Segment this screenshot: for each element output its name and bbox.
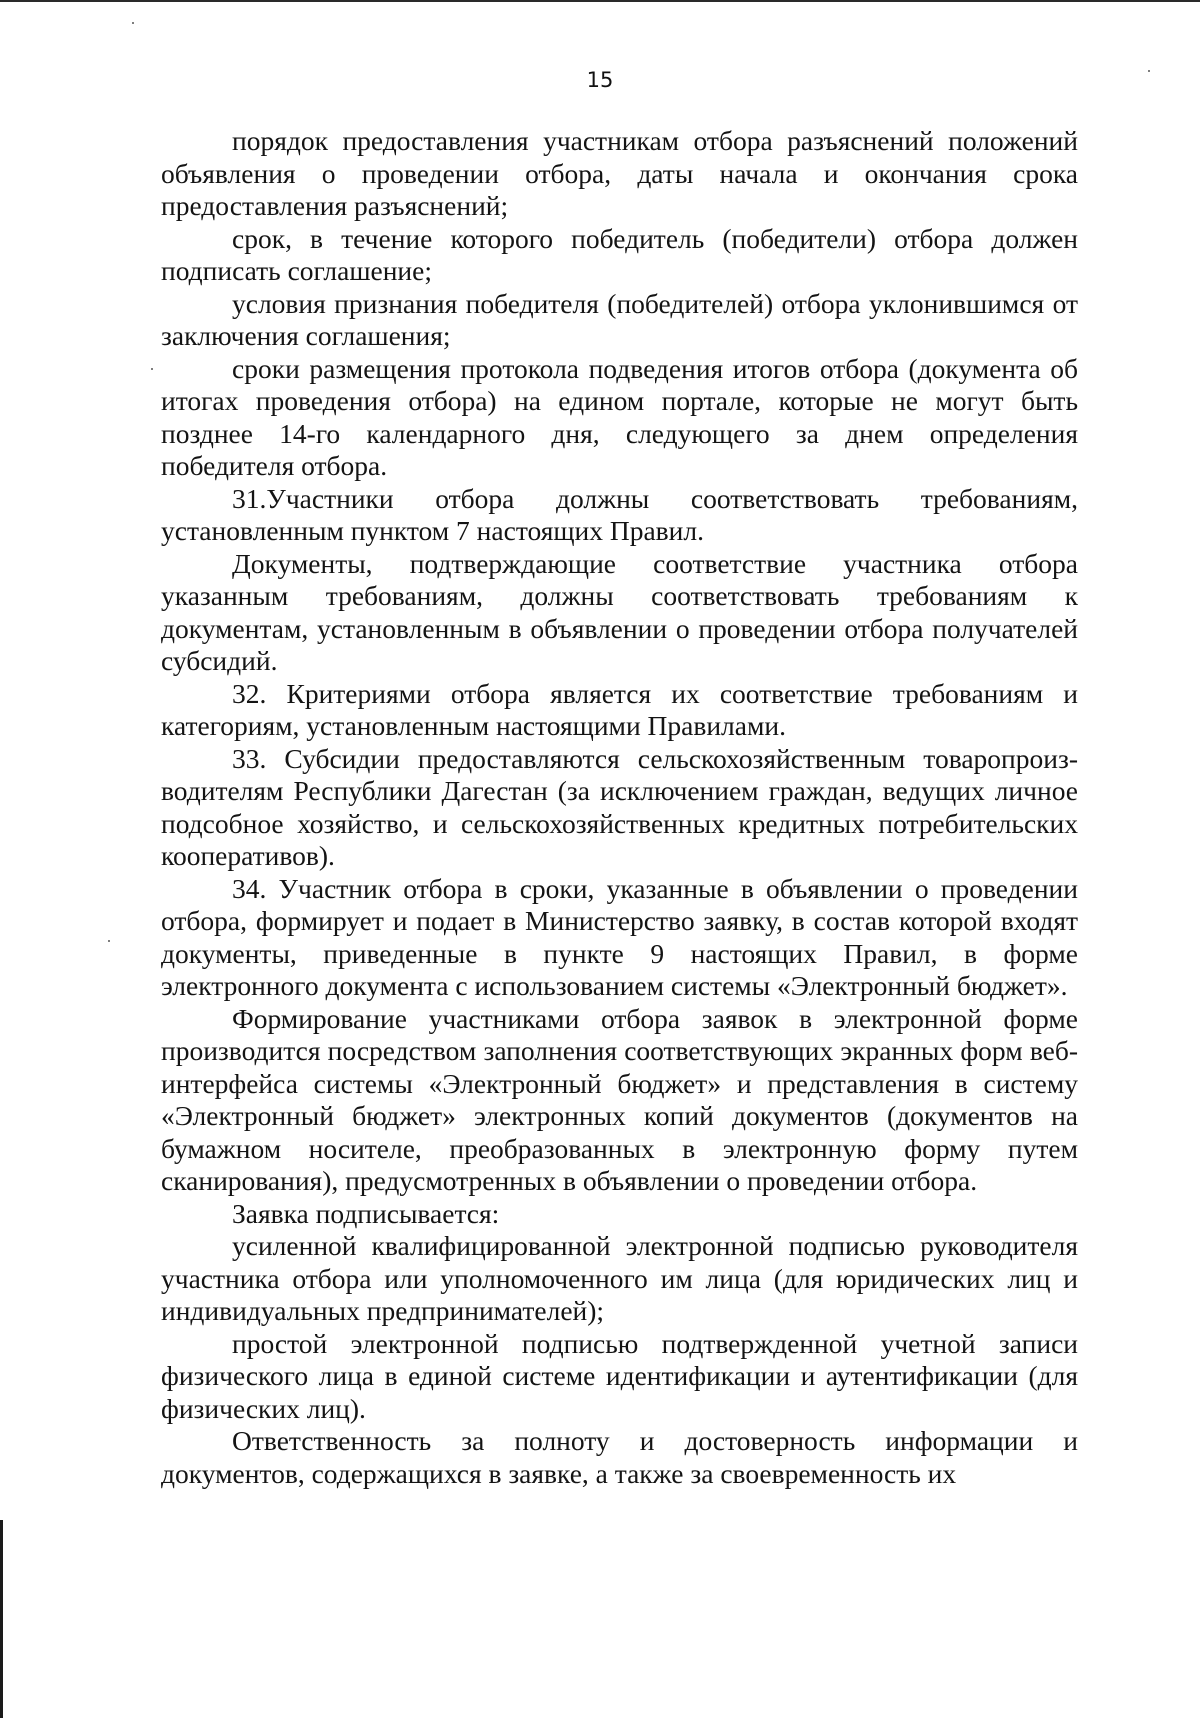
- paragraph: 33. Субсидии предоставляются сельскохозяйственным товаропроиз-водителям Республики Дагестан (за исключением граждан, ведущих личное подсобное хозяйство, и сельскохозяйственных кредитных потребительских кооперативов).: [161, 742, 1078, 871]
- paragraph: Ответственность за полноту и достоверность информации и документов, содержащихся в заявке, а также за своевременность их: [161, 1425, 1078, 1489]
- paragraph: Документы, подтверждающие соответствие участника отбора указанным требованиям, должны соответствовать требованиям к документам, установленным в объявлении о проведении отбора получателей субсидий.: [161, 547, 1078, 676]
- paragraph: усиленной квалифицированной электронной подписью руководителя участника отбора или уполномоченного им лица (для юридических лиц и индивидуальных предпринимателей);: [161, 1230, 1078, 1326]
- paragraph: условия признания победителя (победителей) отбора уклонившимся от заключения соглашения;: [161, 287, 1078, 351]
- scan-speck: [108, 940, 110, 942]
- scan-edge-top: [0, 0, 1200, 2]
- paragraph: 32. Критериями отбора является их соответствие требованиям и категориям, установленным настоящими Правилами.: [161, 677, 1078, 741]
- paragraph: 34. Участник отбора в сроки, указанные в объявлении о проведении отбора, формирует и подает в Министерство заявку, в состав которой входят документы, приведенные в пункте 9 настоящих Правил, в форме электронного документа с использованием системы «Электронный бюджет».: [161, 872, 1078, 1001]
- scan-edge-left: [0, 1520, 3, 1718]
- paragraph: Формирование участниками отбора заявок в электронной форме производится посредством заполнения соответствующих экранных форм веб-интерфейса системы «Электронный бюджет» и представления в систему «Электронный бюджет» электронных копий документов (документов на бумажном носителе, преобразованных в электронную форму путем сканирования), предусмотренных в объявлении о проведении отбора.: [161, 1002, 1078, 1196]
- paragraph: простой электронной подписью подтвержденной учетной записи физического лица в единой системе идентификации и аутентификации (для физических лиц).: [161, 1327, 1078, 1424]
- paragraph: срок, в течение которого победитель (победители) отбора должен подписать соглашение;: [161, 222, 1078, 286]
- scan-speck: [132, 22, 134, 24]
- paragraph: 31.Участники отбора должны соответствовать требованиям, установленным пунктом 7 настоящих Правил.: [161, 482, 1078, 546]
- paragraph: порядок предоставления участникам отбора разъяснений положений объявления о проведении отбора, даты начала и окончания срока предоставления разъяснений;: [161, 125, 1078, 221]
- page-number: 15: [586, 68, 614, 92]
- paragraph: сроки размещения протокола подведения итогов отбора (документа об итогах проведения отбора) на едином портале, которые не могут быть позднее 14-го календарного дня, следующего за днем определения победителя отбора.: [161, 352, 1078, 481]
- paragraph: Заявка подписывается:: [232, 1197, 500, 1229]
- scan-speck: [151, 368, 153, 370]
- document-body: [161, 125, 1078, 1490]
